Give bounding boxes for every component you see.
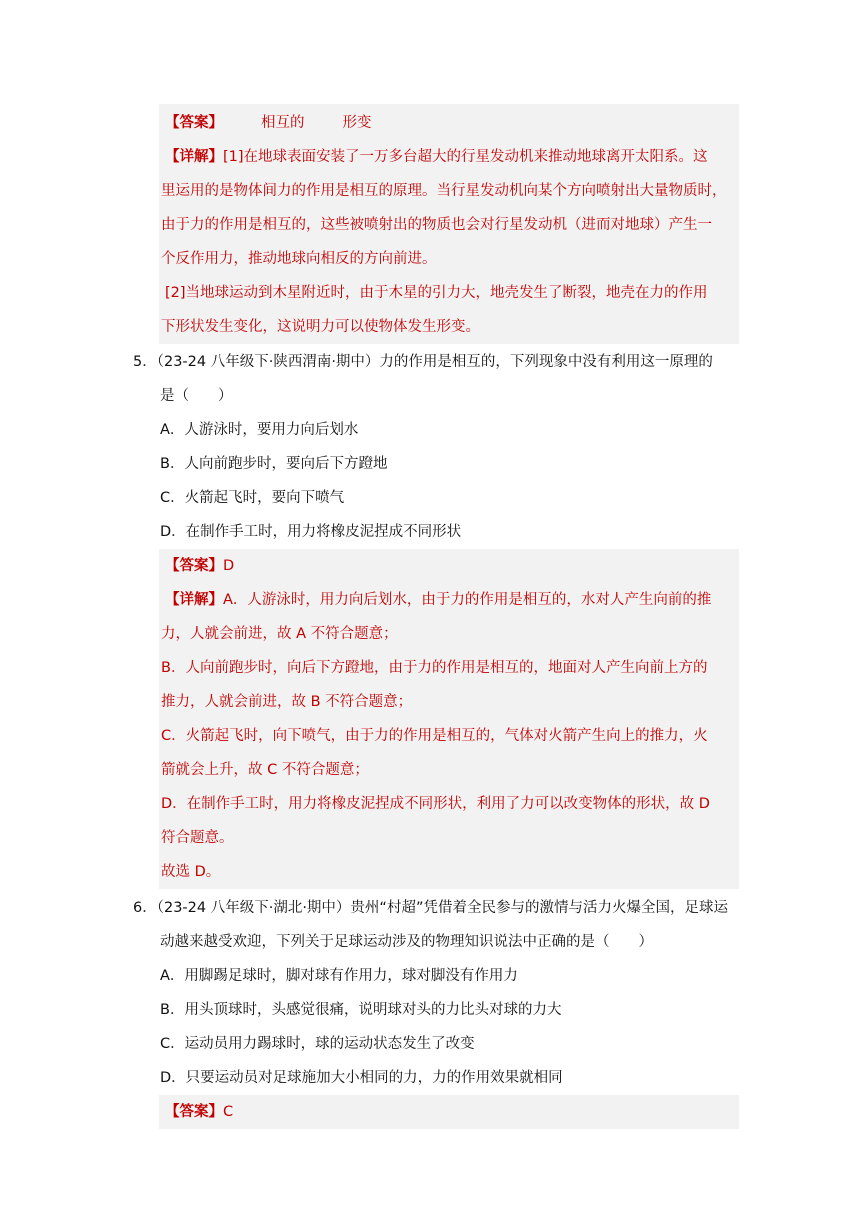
answer-value-2: 形变 [342, 115, 372, 131]
question-5-option-a: A．人游泳时，要用力向后划水 [160, 422, 359, 438]
question-6-option-c: C．运动员用力踢球时，球的运动状态发生了改变 [160, 1036, 475, 1052]
answer-tag: 【答案】 [165, 115, 223, 131]
question-5-stem-cont: 是（ ） [160, 388, 233, 404]
question-5-stem: 5．（23-24 八年级下·陕西渭南·期中）力的作用是相互的，下列现象中没有利用这一原理的 [133, 354, 713, 370]
detail-line: B．人向前跑步时，向后下方蹬地，由于力的作用是相互的，地面对人产生向前上方的 [161, 660, 708, 676]
detail-tag: 【详解】 [165, 149, 223, 165]
question-5-option-b: B．人向前跑步时，要向后下方蹬地 [160, 456, 388, 472]
answer-block-q4 [159, 104, 739, 344]
answer-block-q6 [159, 1095, 739, 1129]
detail-line: 由于力的作用是相互的，这些被喷射出的物质也会对行星发动机（进而对地球）产生一 [161, 217, 712, 233]
answer-value: D [223, 558, 235, 574]
question-5-option-c: C．火箭起飞时，要向下喷气 [160, 490, 345, 506]
detail-line: 推力，人就会前进，故 B 不符合题意； [161, 694, 413, 710]
answer-value: C [223, 1104, 234, 1120]
detail-text: [1]在地球表面安装了一万多台超大的行星发动机来推动地球离开太阳系。这 [223, 149, 708, 165]
answer-line [165, 106, 372, 140]
question-6-stem-cont: 动越来越受欢迎，下列关于足球运动涉及的物理知识说法中正确的是（ ） [160, 934, 653, 950]
detail-line [165, 583, 711, 617]
detail-line: 里运用的是物体间力的作用是相互的原理。当行星发动机向某个方向喷射出大量物质时， [161, 183, 727, 199]
answer-tag: 【答案】 [165, 1104, 223, 1120]
detail-line: C．火箭起飞时，向下喷气，由于力的作用是相互的，气体对火箭产生向上的推力，火 [161, 728, 708, 744]
detail-line: 力，人就会前进，故 A 不符合题意； [161, 626, 398, 642]
detail-line: 箭就会上升，故 C 不符合题意； [161, 762, 369, 778]
detail-line: 下形状发生变化，这说明力可以使物体发生形变。 [161, 319, 480, 335]
detail-line: [2]当地球运动到木星附近时，由于木星的引力大，地壳发生了断裂，地壳在力的作用 [165, 285, 708, 301]
answer-tag: 【答案】 [165, 558, 223, 574]
answer-block-q5 [159, 549, 739, 889]
detail-line [165, 140, 708, 174]
detail-line: 符合题意。 [161, 830, 234, 846]
detail-line: 个反作用力，推动地球向相反的方向前进。 [161, 251, 437, 267]
answer-value-1: 相互的 [261, 115, 305, 131]
question-6-option-a: A．用脚踢足球时，脚对球有作用力，球对脚没有作用力 [160, 968, 518, 984]
detail-tag: 【详解】 [165, 592, 223, 608]
detail-line: D．在制作手工时，用力将橡皮泥捏成不同形状，利用了力可以改变物体的形状，故 D [161, 796, 710, 812]
question-6-option-d: D．只要运动员对足球施加大小相同的力，力的作用效果就相同 [160, 1070, 563, 1086]
question-6-option-b: B．用头顶球时，头感觉很痛，说明球对头的力比头对球的力大 [160, 1002, 562, 1018]
detail-text: A．人游泳时，用力向后划水，由于力的作用是相互的，水对人产生向前的推 [223, 592, 712, 608]
answer-line [165, 1095, 233, 1129]
detail-line: 故选 D。 [161, 864, 221, 880]
question-6-stem: 6．（23-24 八年级下·湖北·期中）贵州“村超”凭借着全民参与的激情与活力火爆全国，足球运 [133, 900, 728, 916]
question-5-option-d: D．在制作手工时，用力将橡皮泥捏成不同形状 [160, 524, 462, 540]
answer-line [165, 549, 234, 583]
